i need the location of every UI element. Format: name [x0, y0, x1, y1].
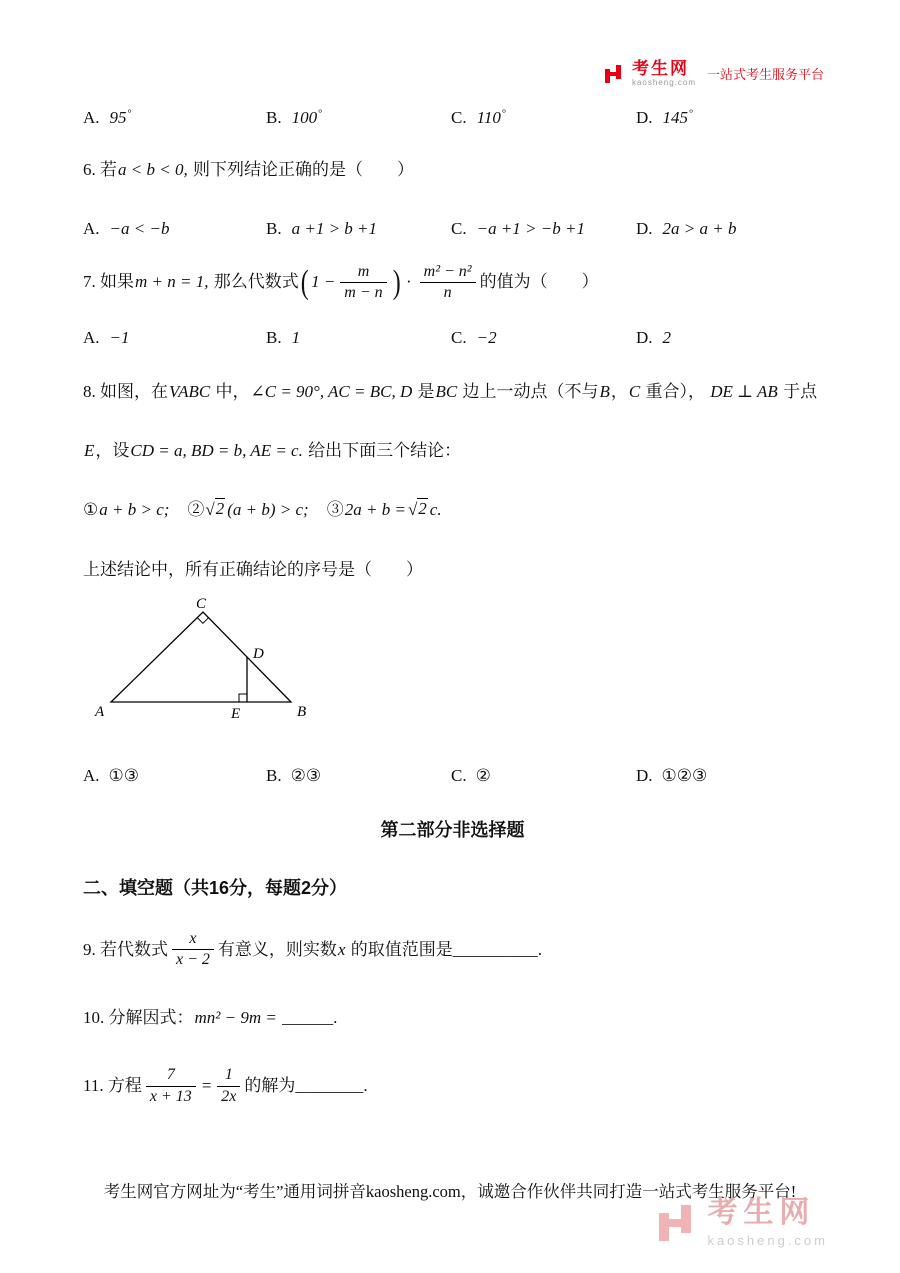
- kaosheng-logo-icon: [603, 63, 625, 85]
- q8-figure-wrap: [91, 597, 822, 742]
- brand-domain: kaosheng.com: [631, 78, 696, 87]
- q6-option-b: B. a +1 > b +1: [266, 218, 378, 238]
- q5-option-c: C. 110°: [451, 108, 507, 127]
- q7-option-d: D. 2: [636, 328, 672, 348]
- q6-stem: 6. 若a < b < 0, 则下列结论正确的是（ ）: [83, 160, 414, 179]
- q8-stem-line1: 8. 如图，在VABC 中，∠C = 90°, AC = BC, D 是BC 边上一动点（不与B，C 重合）， DE ⊥ AB 于点: [83, 382, 818, 402]
- q5-option-d: D. 145°: [636, 108, 694, 127]
- brand-name: 考生网: [631, 59, 689, 78]
- q5-option-a: A. 95°: [83, 108, 132, 127]
- page-footer: 考生网官方网址为“考生”通用词拼音kaosheng.com，诚邀合作伙伴共同打造一站式考生服务平台!: [103, 1182, 797, 1201]
- q7-option-c: C. −2: [451, 328, 497, 348]
- q9-fraction: $\frac{x}{x - 2}$: [172, 930, 214, 970]
- equals-sign: =: [200, 1075, 213, 1095]
- watermark-domain: kaosheng.com: [707, 1233, 828, 1248]
- q7-fraction-2: $\frac{\text{m² − n²}}{n}$: [420, 263, 476, 303]
- q11-fraction-2: $\frac{1}{2x}$: [217, 1066, 240, 1106]
- exam-content: [83, 108, 822, 1106]
- vertex-label-e: E: [231, 705, 241, 722]
- right-angle-mark-c: [197, 618, 208, 624]
- vertex-label-d: D: [253, 645, 264, 662]
- q7-option-a: A. −1: [83, 328, 130, 348]
- vertex-label-b: B: [297, 703, 307, 720]
- triangle-abc: [111, 612, 291, 702]
- vertex-label-a: A: [95, 703, 105, 720]
- q8-options-row: [83, 766, 822, 786]
- watermark: [655, 1198, 828, 1247]
- q6-options-row: [83, 219, 822, 239]
- watermark-text: [707, 1198, 828, 1247]
- right-angle-mark-e: [239, 694, 247, 702]
- brand-header: [603, 60, 824, 87]
- q8-option-c: C. ②: [451, 765, 491, 785]
- q8-option-a: A. ①③: [83, 765, 140, 785]
- q7-option-b: B. 1: [266, 328, 301, 348]
- q8-stem-line2: E，设CD = a, BD = b, AE = c. 给出下面三个结论：: [84, 441, 462, 461]
- q7-options-row: [83, 328, 822, 348]
- brand-text: [632, 60, 696, 87]
- q8-option-d: D. ①②③: [636, 765, 708, 785]
- q9-stem: 9. 若代数式 $\frac{x}{x - 2}$ 有意义，则实数x 的取值范围是__________.: [83, 929, 542, 969]
- vertex-label-c: C: [196, 596, 207, 612]
- fill-in-heading: 二、填空题（共16分，每题2分）: [83, 877, 348, 898]
- q7-expression: ( 1 − $\frac{m}{m - n}$ ) · $\frac{\text{m² − n²}}{n}$: [299, 263, 480, 303]
- q7-stem: 7. 如果m + n = 1, 那么代数式 ( 1 − $\frac{m}{m - n}$ ) · $\frac{\text{m² − n²}}{n}$ 的值为（ ）: [83, 262, 599, 302]
- section-title: 第二部分非选择题: [380, 819, 525, 840]
- q8-stem-line4: 上述结论中，所有正确结论的序号是（ ）: [83, 560, 423, 580]
- q6-option-c: C. −a +1 > −b +1: [451, 218, 585, 238]
- brand-tagline: 一站式考生服务平台: [706, 67, 824, 82]
- q5-option-b: B. 100°: [266, 108, 323, 127]
- q7-fraction-1: $\frac{m}{m - n}$: [340, 263, 386, 303]
- q8-option-b: B. ②③: [266, 765, 322, 785]
- q11-stem: 11. 方程 $\frac{7}{x + 13}$ = $\frac{1}{2x}$ 的解为________.: [83, 1066, 368, 1105]
- q6-option-a: A. −a < −b: [83, 218, 170, 238]
- q11-fraction-1: $\frac{7}{x + 13}$: [146, 1066, 196, 1106]
- q8-stem-line3: ①a + b > c; ② √ 2 (a + b) > c; ③2a + b = √ 2 c.: [83, 498, 442, 519]
- triangle-figure: [91, 597, 371, 737]
- q10-stem: 10. 分解因式：mn² − 9m = ______.: [83, 1007, 338, 1027]
- watermark-logo-icon: [655, 1201, 699, 1245]
- close-paren: ): [392, 263, 401, 301]
- open-paren: (: [300, 263, 309, 301]
- watermark-brand: 考生网: [707, 1196, 816, 1229]
- q6-option-d: D. 2a > a + b: [636, 218, 737, 238]
- q5-options-row: [83, 108, 822, 128]
